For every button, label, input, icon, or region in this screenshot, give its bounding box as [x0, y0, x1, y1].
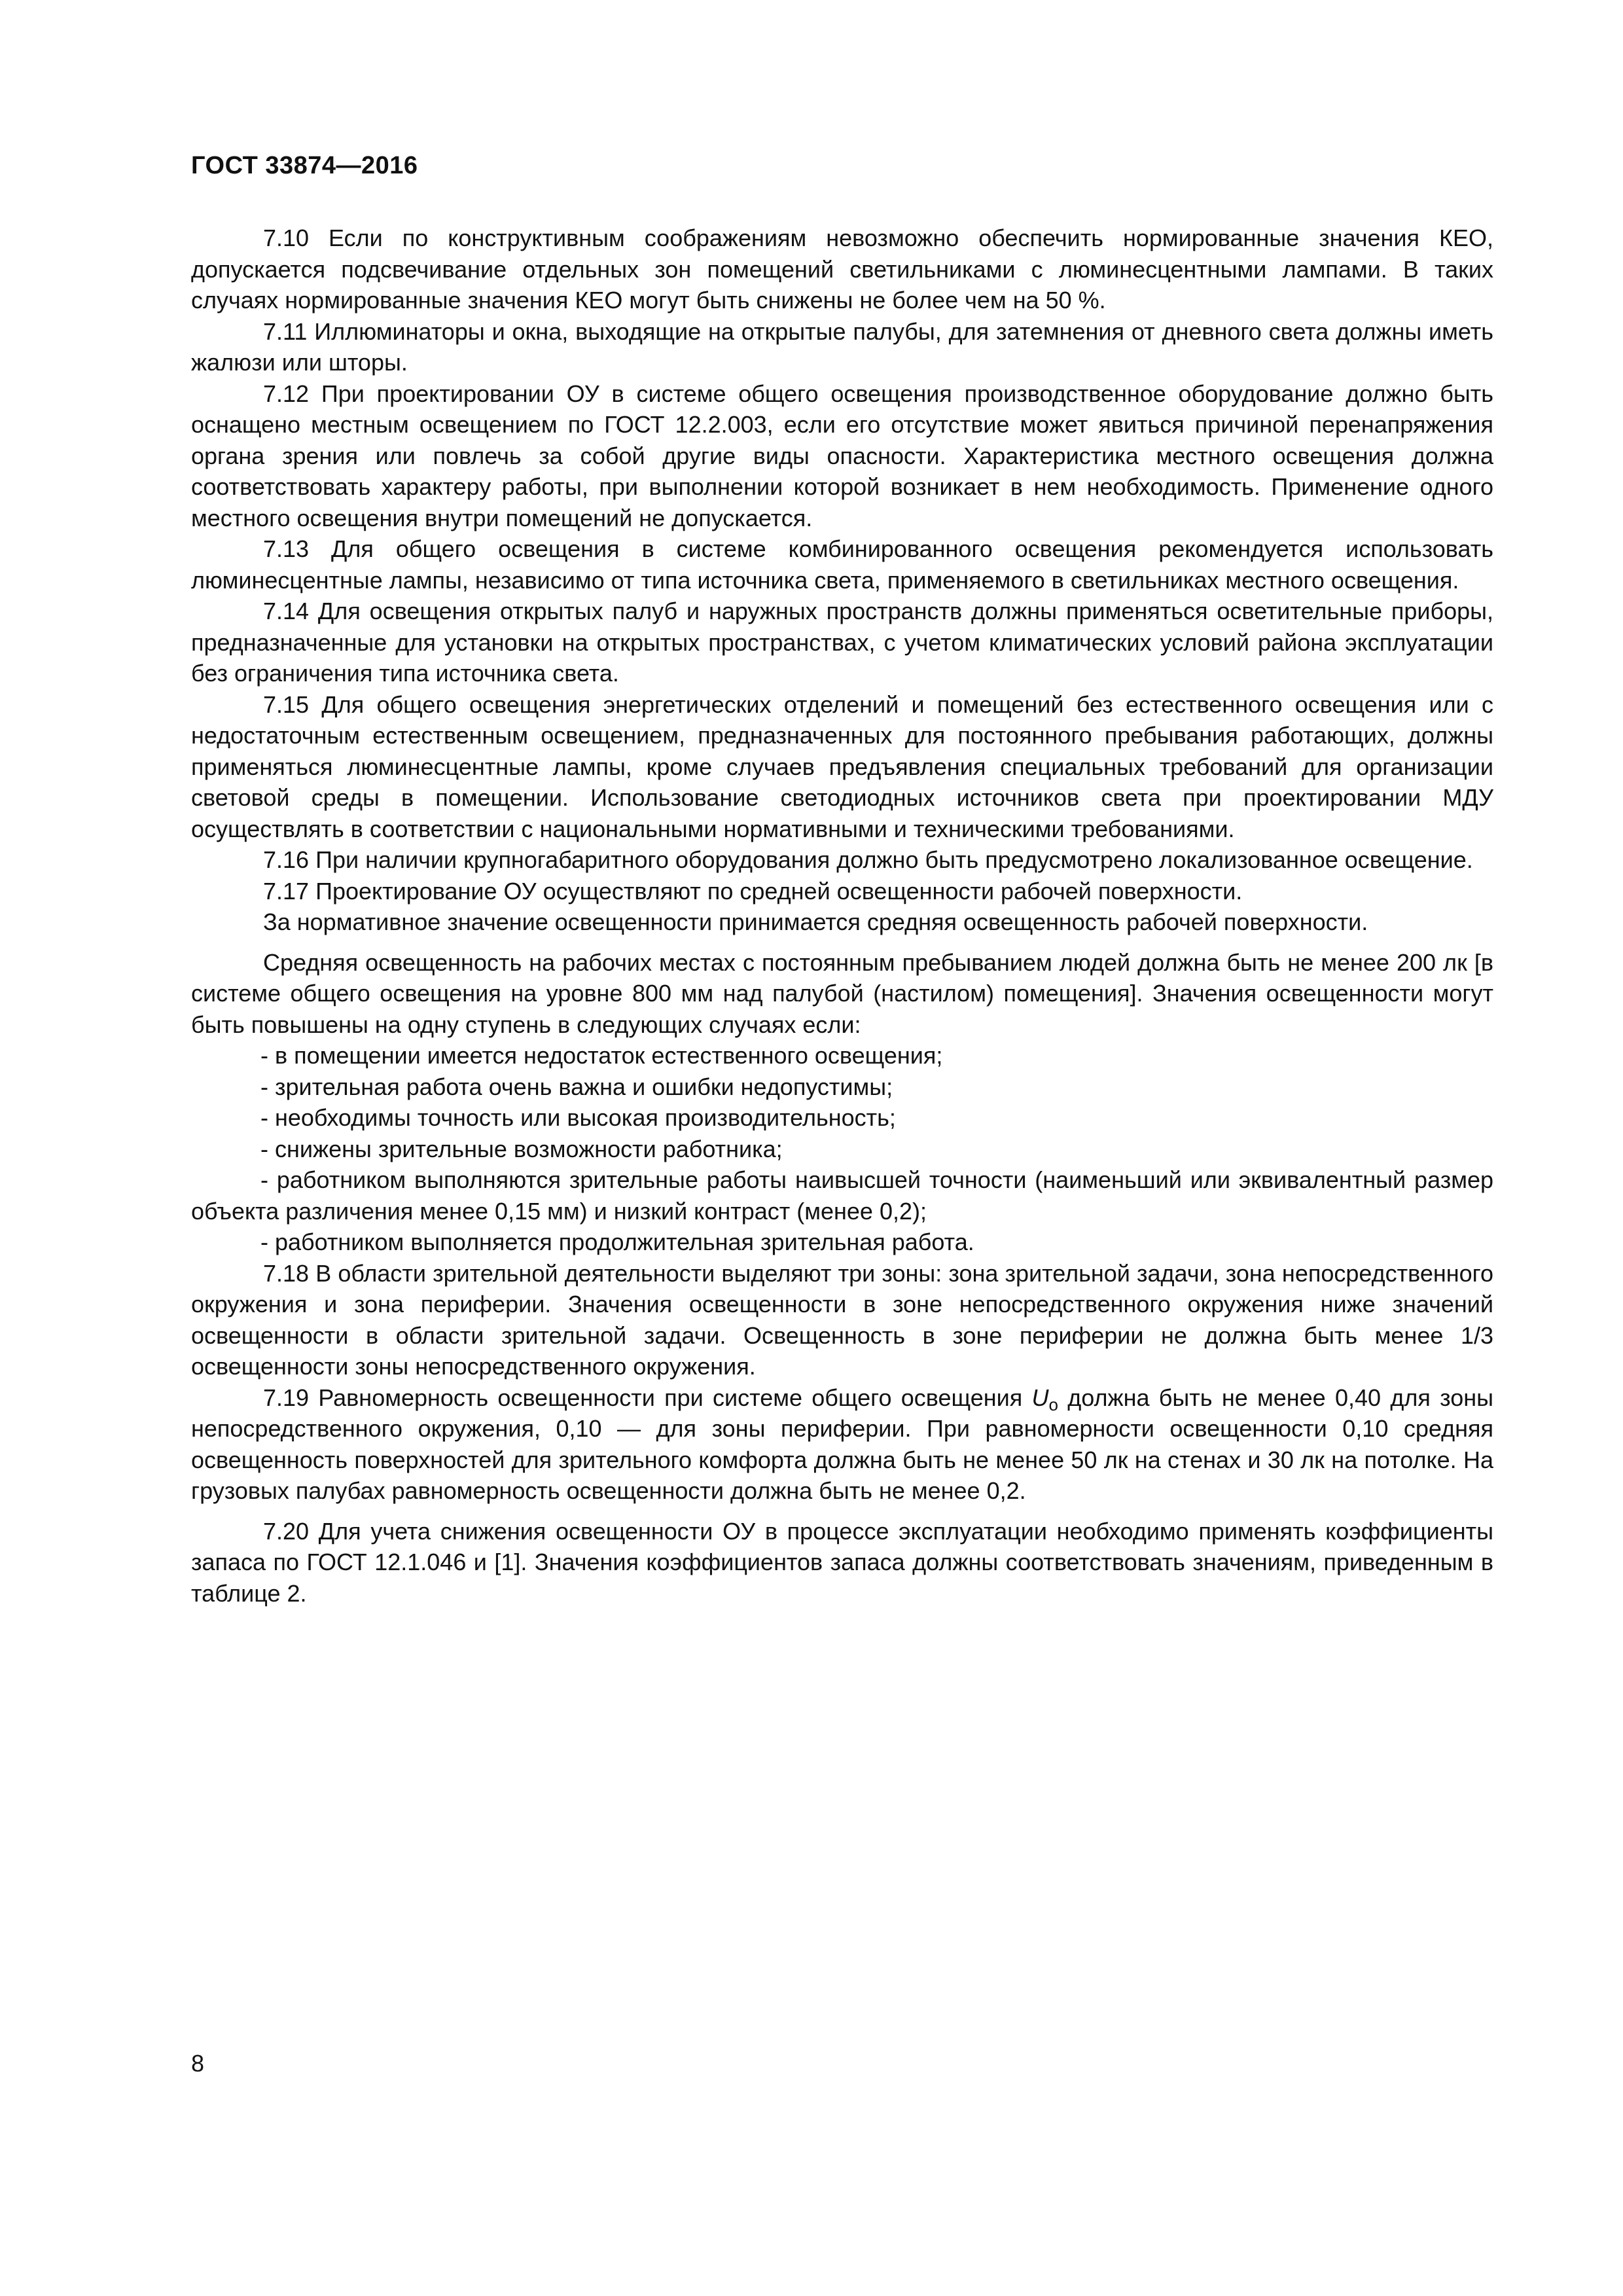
paragraph-7-19-text-start: 7.19 Равномерность освещенности при системе общего освещения — [263, 1384, 1032, 1411]
paragraph-average-illuminance: Средняя освещенность на рабочих местах с постоянным пребыванием людей должна быть не менее 200 лк [в системе общего освещения на уровне 800 мм над палубой (настилом) помещения]. Значения освещенности могут быть повышены на одну ступень в следующих случаях если: — [191, 948, 1493, 1038]
list-item: - зрительная работа очень важна и ошибки недопустимы; — [260, 1073, 893, 1100]
list-item: - в помещении имеется недостаток естественного освещения; — [260, 1042, 943, 1069]
paragraph-7-19-text-end: должна быть не менее 0,40 для зоны непосредственного окружения, 0,10 — для зоны периферии. При равномерности освещенности 0,10 средняя освещенность поверхностей для зрительного комфорта должна быть не менее 50 лк на стенах и 30 лк на потолке. На грузовых палубах равномерность освещенности должна быть не менее 0,2. — [191, 1384, 1493, 1504]
document-header: ГОСТ 33874—2016 — [191, 152, 418, 179]
uniformity-subscript: o — [1048, 1394, 1059, 1414]
paragraph-7-20: 7.20 Для учета снижения освещенности ОУ в процессе эксплуатации необходимо применять коэффициенты запаса по ГОСТ 12.1.046 и [1]. Значения коэффициентов запаса должны соответствовать значениям, приведенным в таблице 2. — [191, 1517, 1493, 1607]
list-item: - работником выполняются зрительные работы наивысшей точности (наименьший или эквивалентный размер объекта различения менее 0,15 мм) и низкий контраст (менее 0,2); — [191, 1166, 1493, 1225]
paragraph-7-18: 7.18 В области зрительной деятельности выделяют три зоны: зона зрительной задачи, зона непосредственного окружения и зона периферии. Значения освещенности в зоне непосредственного окружения ниже значений освещенности в области зрительной задачи. Освещенность в зоне периферии не должна быть менее 1/3 освещенности зоны непосредственного окружения. — [191, 1259, 1493, 1380]
uniformity-symbol: U — [1031, 1384, 1049, 1411]
paragraph-7-17: 7.17 Проектирование ОУ осуществляют по средней освещенности рабочей поверхности. — [263, 877, 1243, 905]
paragraph-7-10: 7.10 Если по конструктивным соображениям невозможно обеспечить нормированные значения КЕО, допускается подсвечивание отдельных зон помещений светильниками с люминесцентными лампами. В таких случаях нормированные значения КЕО могут быть снижены не более чем на 50 %. — [191, 224, 1493, 314]
document-body — [191, 223, 1493, 1609]
paragraph-7-14: 7.14 Для освещения открытых палуб и наружных пространств должны применяться осветительные приборы, предназначенные для установки на открытых пространствах, с учетом климатических условий района эксплуатации без ограничения типа источника света. — [191, 598, 1493, 687]
paragraph-7-15: 7.15 Для общего освещения энергетических отделений и помещений без естественного освещения или с недостаточным естественным освещением, предназначенных для постоянного пребывания работающих, должны применяться люминесцентные лампы, кроме случаев предъявления специальных требований для организации световой среды в помещении. Использование светодиодных источников света при проектировании МДУ осуществлять в соответствии с национальными нормативными и техническими требованиями. — [191, 691, 1493, 842]
paragraph-7-19 — [191, 1382, 1493, 1507]
paragraph-7-13: 7.13 Для общего освещения в системе комбинированного освещения рекомендуется использовать люминесцентные лампы, независимо от типа источника света, применяемого в светильниках местного освещения. — [191, 535, 1493, 594]
list-item: - необходимы точность или высокая производительность; — [260, 1104, 896, 1131]
paragraph-7-12: 7.12 При проектировании ОУ в системе общего освещения производственное оборудование должно быть оснащено местным освещением по ГОСТ 12.2.003, если его отсутствие может явиться причиной перенапряжения органа зрения или повлечь за собой другие виды опасности. Характеристика местного освещения должна соответствовать характеру работы, при выполнении которой возникает в нем необходимость. Применение одного местного освещения внутри помещений не допускается. — [191, 380, 1493, 531]
paragraph-normative-value: За нормативное значение освещенности принимается средняя освещенность рабочей поверхности. — [263, 908, 1368, 935]
list-item: - снижены зрительные возможности работника; — [260, 1135, 783, 1162]
paragraph-7-16: 7.16 При наличии крупногабаритного оборудования должно быть предусмотрено локализованное освещение. — [263, 846, 1473, 873]
paragraph-7-11: 7.11 Иллюминаторы и окна, выходящие на открытые палубы, для затемнения от дневного света должны иметь жалюзи или шторы. — [191, 317, 1493, 376]
page-number: 8 — [191, 2050, 205, 2077]
list-item: - работником выполняется продолжительная зрительная работа. — [260, 1229, 974, 1255]
